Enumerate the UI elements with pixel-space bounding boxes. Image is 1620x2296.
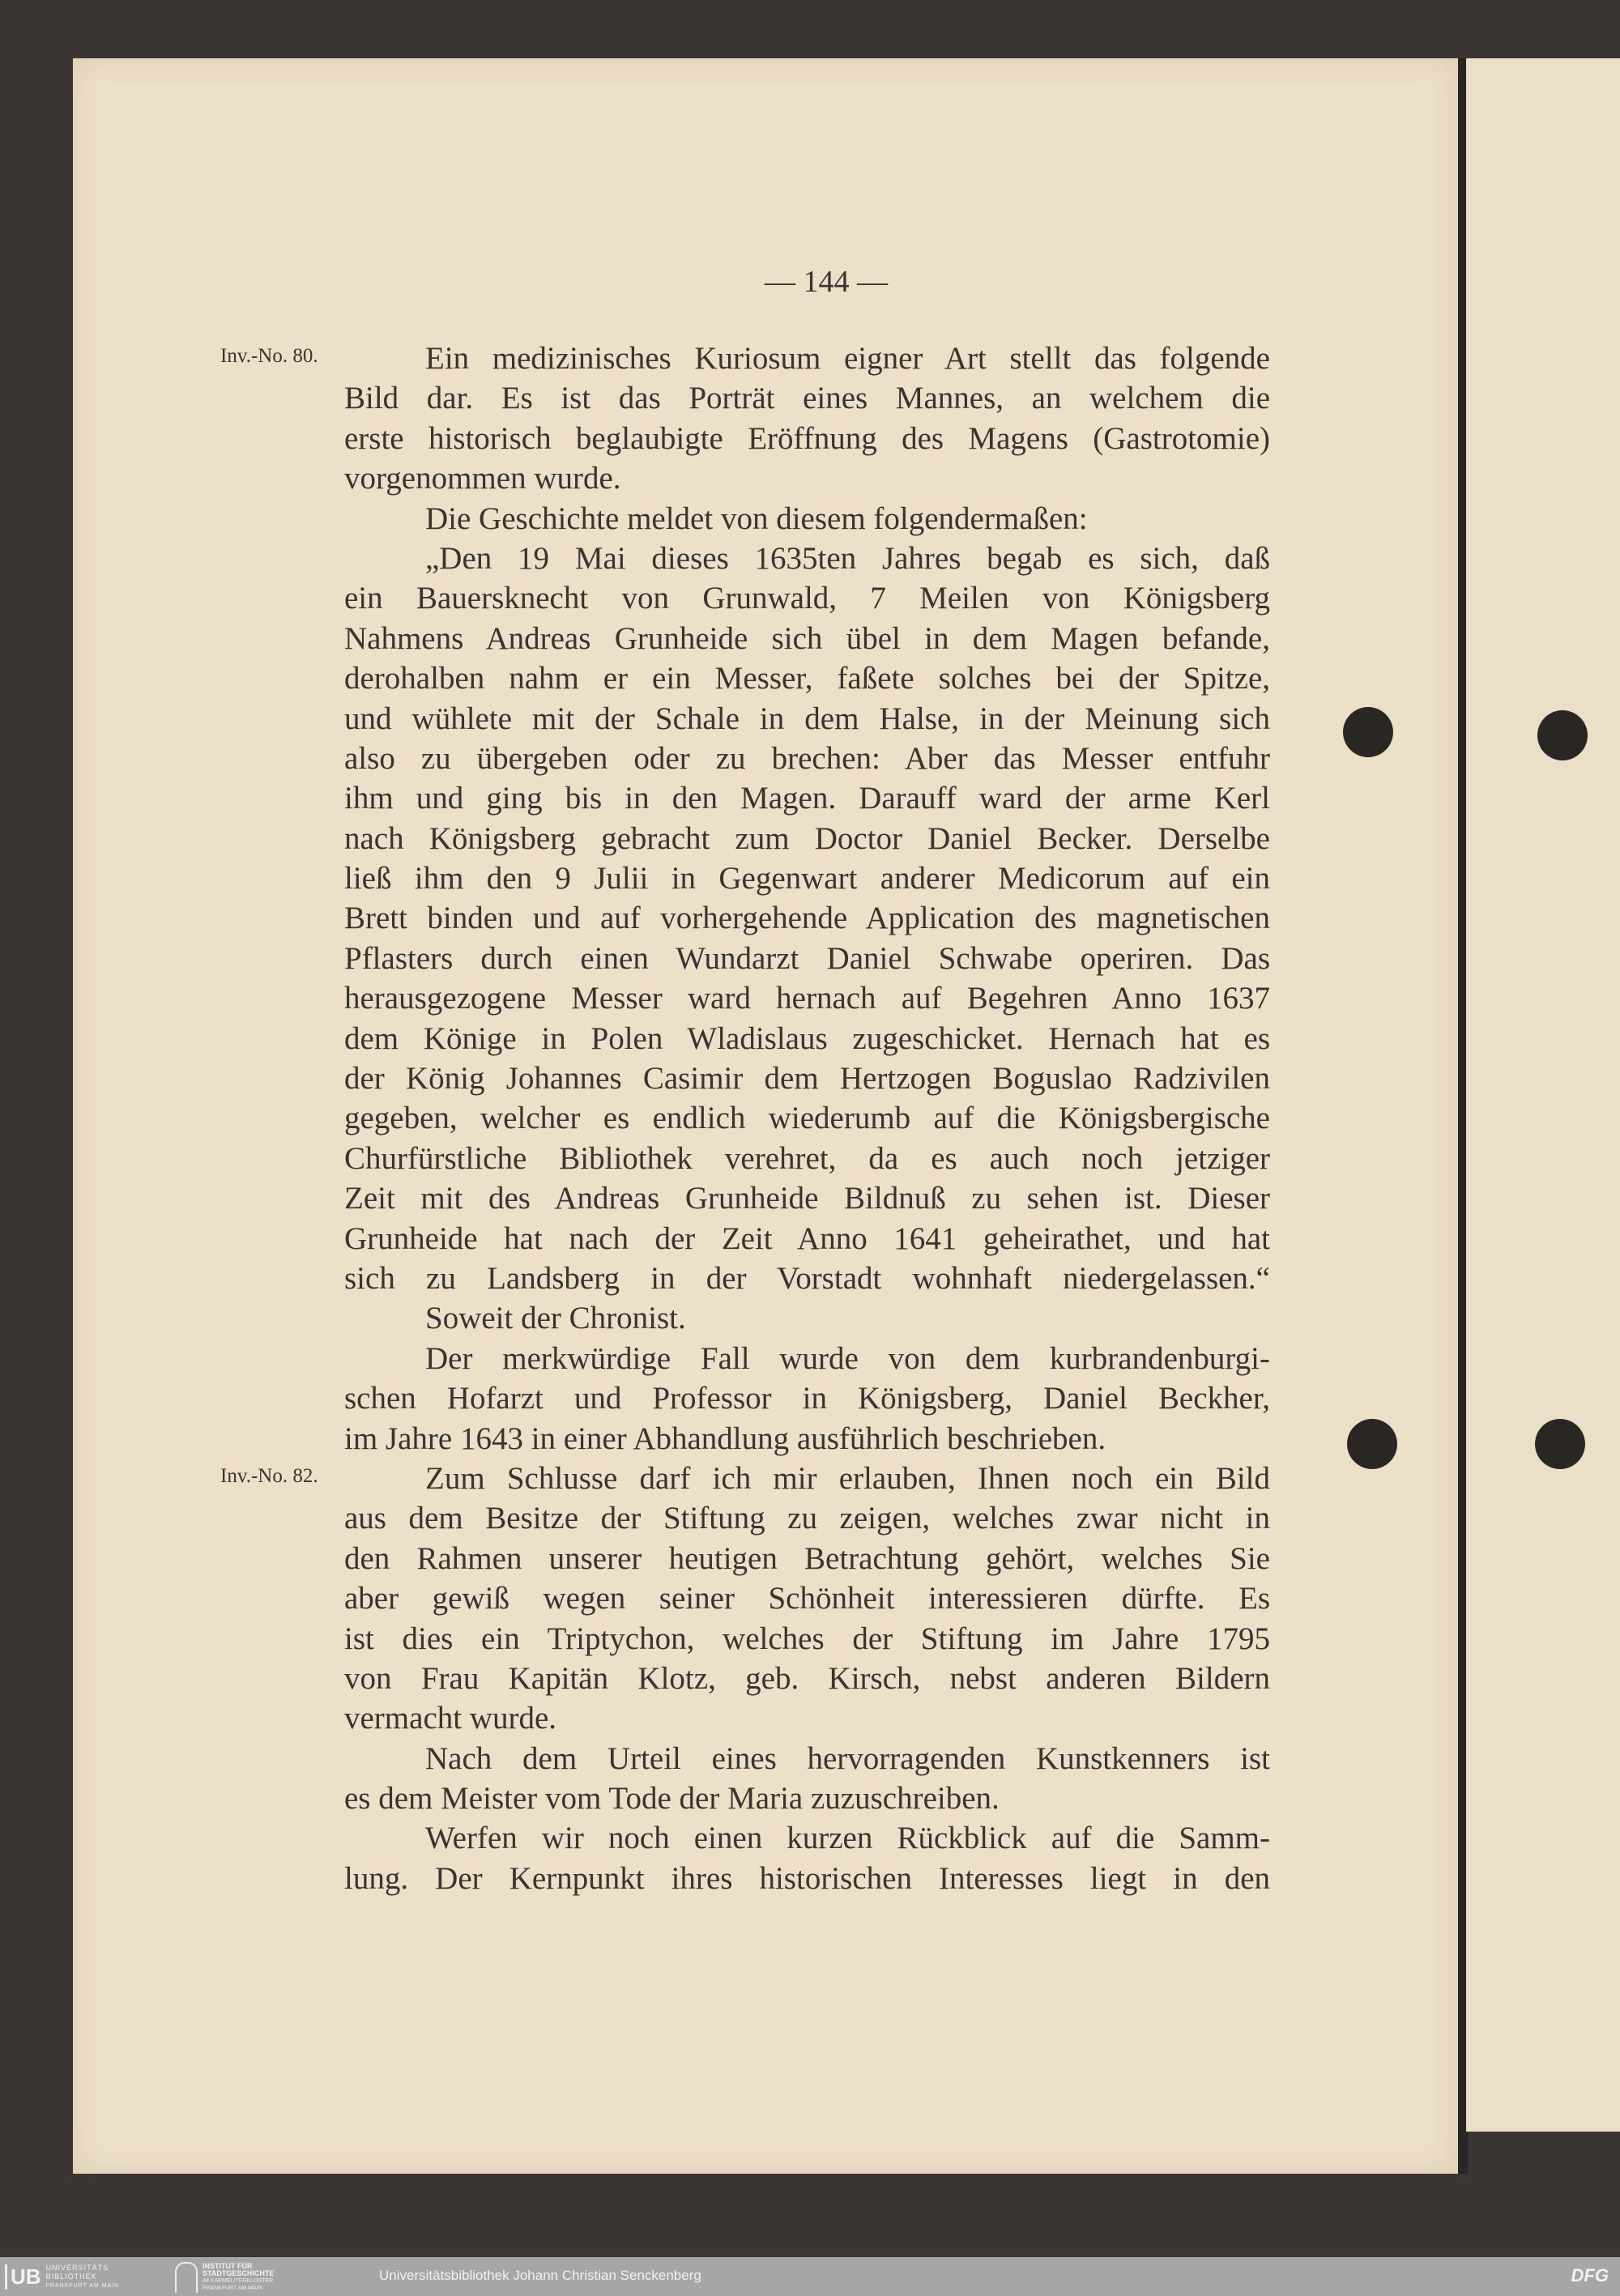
text-line: gegeben, welcher es endlich wiederumb auf die Königsbergische (344, 1101, 1270, 1136)
text-line: Brett binden und auf vorhergehende Application des magnetischen (344, 901, 1270, 936)
text-line: herausgezogene Messer ward hernach auf Begehren Anno 1637 (344, 981, 1270, 1016)
text-line: und wühlete mit der Schale in dem Halse, in der Meinung sich (344, 701, 1270, 736)
text-line: Der merkwürdige Fall wurde von dem kurbrandenburgi- (425, 1340, 1270, 1376)
text-line: Die Geschichte meldet von diesem folgendermaßen: (425, 501, 1088, 536)
text-line: Nach dem Urteil eines hervorragenden Kunstkenners ist (425, 1740, 1270, 1776)
text-line: dem Könige in Polen Wladislaus zugeschicket. Hernach hat es (344, 1020, 1270, 1056)
body-text (344, 339, 1270, 1898)
text-line: aus dem Besitze der Stiftung zu zeigen, welches zwar nicht in (344, 1501, 1270, 1536)
text-line: im Jahre 1643 in einer Abhandlung ausführlich beschrieben. (344, 1421, 1106, 1456)
text-line: Bild dar. Es ist das Porträt eines Mannes, an welchem die (344, 381, 1270, 416)
text-line: der König Johannes Casimir dem Hertzogen Boguslao Radzivilen (344, 1061, 1270, 1097)
isg-name-line: STADTGESCHICHTE (202, 2269, 275, 2277)
ub-name-line: BIBLIOTHEK (45, 2272, 97, 2281)
text-line: Grunheide hat nach der Zeit Anno 1641 geheirathet, und hat (344, 1220, 1270, 1256)
text-line: es dem Meister vom Tode der Maria zuzuschreiben. (344, 1781, 1000, 1817)
punch-hole (1347, 1419, 1397, 1469)
isg-name-line: FRANKFURT AM MAIN (202, 2285, 262, 2291)
text-line: aber gewiß wegen seiner Schönheit interessieren dürfte. Es (344, 1581, 1270, 1617)
text-line: ist dies ein Triptychon, welches der Stiftung im Jahre 1795 (344, 1621, 1270, 1656)
text-line: vermacht wurde. (344, 1701, 557, 1736)
text-line: Pflasters durch einen Wundarzt Daniel Schwabe operiren. Das (344, 940, 1270, 976)
text-line: von Frau Kapitän Klotz, geb. Kirsch, nebst anderen Bildern (344, 1660, 1270, 1696)
text-line: nach Königsberg gebracht zum Doctor Daniel Becker. Derselbe (344, 820, 1270, 856)
isg-arch-icon (175, 2262, 198, 2293)
text-line: ließ ihm den 9 Julii in Gegenwart anderer Medicorum auf ein (344, 861, 1270, 897)
text-line: Churfürstliche Bibliothek verehret, da es auch noch jetziger (344, 1140, 1270, 1176)
library-name[interactable]: Universitätsbibliothek Johann Christian Senckenberg (379, 2268, 701, 2283)
margin-note-inventory-number: Inv.-No. 82. (220, 1465, 318, 1488)
text-line: schen Hofarzt und Professor in Königsberg, Daniel Beckher, (344, 1381, 1270, 1416)
text-line: Nahmens Andreas Grunheide sich übel in dem Magen befande, (344, 620, 1270, 656)
margin-note-inventory-number: Inv.-No. 80. (220, 345, 318, 367)
text-line: ein Bauersknecht von Grunwald, 7 Meilen von Königsberg (344, 581, 1270, 616)
text-line: den Rahmen unserer heutigen Betrachtung gehört, welches Sie (344, 1540, 1270, 1576)
dfg-logo[interactable]: DFG (1571, 2265, 1609, 2285)
text-line: lung. Der Kernpunkt ihres historischen Interesses liegt in den (344, 1860, 1270, 1896)
punch-hole (1535, 1419, 1585, 1469)
punch-hole (1343, 707, 1393, 757)
text-line: „Den 19 Mai dieses 1635ten Jahres begab es sich, daß (425, 540, 1270, 576)
isg-name-line: IM KARMELITERKLOSTER (202, 2278, 274, 2284)
text-line: derohalben nahm er ein Messer, faßete solches bei der Spitze, (344, 661, 1270, 696)
text-line: Zum Schlusse darf ich mir erlauben, Ihnen noch ein Bild (425, 1460, 1270, 1496)
next-page-edge (1466, 58, 1620, 2132)
page-number: — 144 — (765, 265, 888, 299)
text-line: also zu übergeben oder zu brechen: Aber das Messer entfuhr (344, 740, 1270, 776)
isg-logo[interactable] (175, 2262, 274, 2293)
text-line: Zeit mit des Andreas Grunheide Bildnuß zu sehen ist. Dieser (344, 1181, 1270, 1216)
isg-name-line: INSTITUT FÜR (202, 2262, 253, 2270)
ub-logo-mark: UB (5, 2264, 41, 2290)
ub-name-line: FRANKFURT AM MAIN (45, 2282, 120, 2289)
ub-logo[interactable] (5, 2262, 119, 2291)
text-line: vorgenommen wurde. (344, 461, 621, 496)
footer-bar (0, 2257, 1620, 2296)
text-line: erste historisch beglaubigte Eröffnung des Magens (Gastrotomie) (344, 420, 1270, 456)
text-line: ihm und ging bis in den Magen. Darauff ward der arme Kerl (344, 781, 1270, 816)
text-line: Soweit der Chronist. (425, 1301, 686, 1336)
text-line: Werfen wir noch einen kurzen Rückblick auf die Samm- (425, 1821, 1270, 1856)
text-line: sich zu Landsberg in der Vorstadt wohnhaft niedergelassen.“ (344, 1260, 1270, 1296)
text-line: Ein medizinisches Kuriosum eigner Art stellt das folgende (425, 341, 1270, 376)
punch-hole (1537, 710, 1588, 760)
ub-name-line: UNIVERSITÄTS (45, 2263, 109, 2272)
